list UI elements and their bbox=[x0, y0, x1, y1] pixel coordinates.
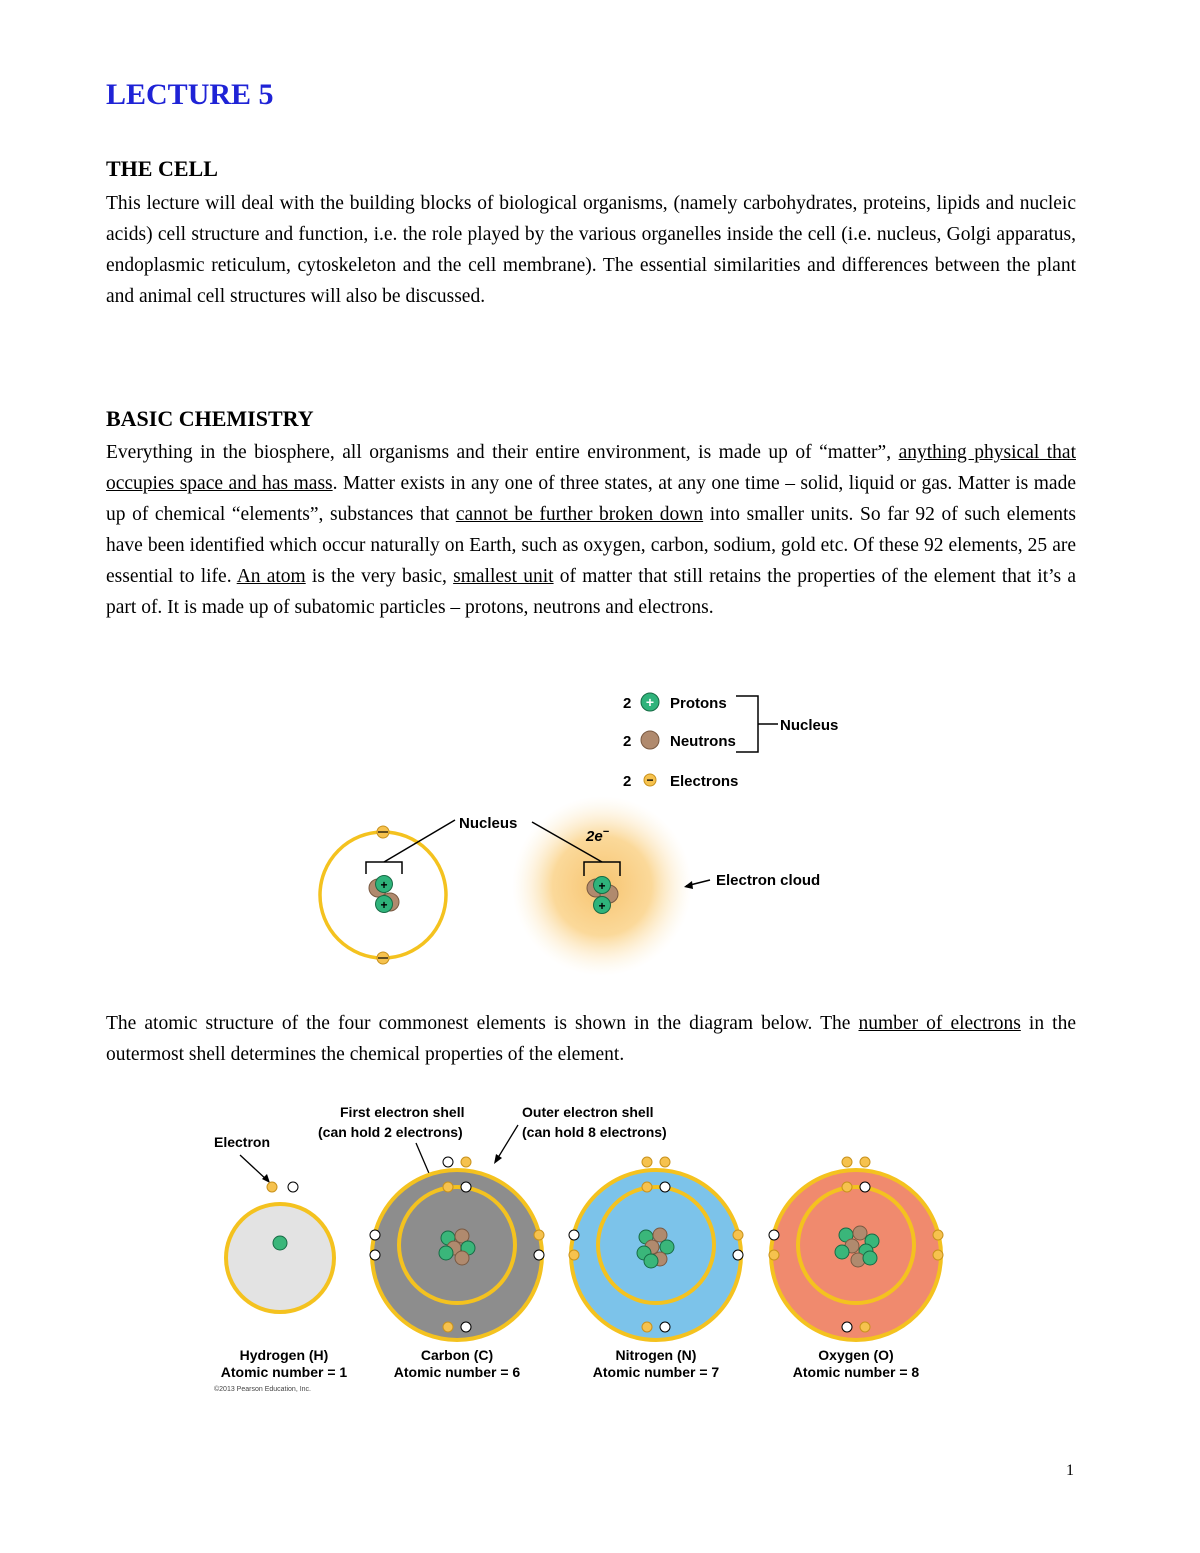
section-heading-the-cell: THE CELL bbox=[106, 156, 218, 181]
plus-icon: + bbox=[645, 694, 655, 710]
helium-atom-figure bbox=[300, 680, 900, 980]
svg-text:2: 2 bbox=[623, 773, 632, 790]
nitrogen-atom bbox=[569, 1157, 743, 1340]
svg-text:2: 2 bbox=[623, 695, 632, 712]
paragraph-basic-chemistry: Everything in the biosphere, all organisms and their entire environment, is made up of “matter”, anything physical that occupies space and has mass. Matter exists in any one of three states, at any one time – solid, liquid or gas. Matter is made up of chemical “elements”, substances that cannot be further broken down into smaller units. So far 92 of such elements have been identified which occur naturally on Earth, such as oxygen, carbon, sodium, gold etc. Of these 92 elements, 25 are essential to life. An atom is the very basic, smallest unit of matter that still retains the properties of the element that it’s a part of. It is made up of subatomic particles – protons, neutrons and electrons. bbox=[106, 442, 1077, 618]
caption-hydrogen-number: Atomic number = 1 bbox=[220, 1364, 348, 1380]
electron-count-label: 2e− bbox=[586, 826, 610, 845]
four-elements-figure bbox=[200, 1095, 960, 1415]
legend-electrons bbox=[623, 773, 738, 790]
carbon-atom bbox=[370, 1157, 544, 1340]
caption-carbon-name: Carbon (C) bbox=[420, 1347, 494, 1363]
svg-text:2: 2 bbox=[623, 733, 632, 750]
section-heading-basic-chemistry: BASIC CHEMISTRY bbox=[106, 406, 314, 431]
minus-icon: − bbox=[646, 773, 654, 787]
nucleus-left bbox=[369, 876, 399, 913]
svg-text:+: + bbox=[380, 878, 388, 892]
legend-protons bbox=[623, 693, 727, 712]
copyright-note: ©2013 Pearson Education, Inc. bbox=[214, 1386, 311, 1393]
outer-shell-label: Outer electron shell bbox=[522, 1104, 654, 1120]
hydrogen-atom bbox=[226, 1182, 334, 1312]
caption-nitrogen-number: Atomic number = 7 bbox=[592, 1364, 720, 1380]
svg-text:Protons: Protons bbox=[670, 695, 727, 712]
svg-text:+: + bbox=[380, 898, 388, 912]
page-number: 1 bbox=[1066, 1462, 1074, 1479]
paragraph-the-cell: This lecture will deal with the building blocks of biological organisms, (namely carbohydrates, proteins, lipids and nucleic acids) cell structure and function, i.e. the role played by the various organelles inside the cell (i.e. nucleus, Golgi apparatus, endoplasmic reticulum, cytoskeleton and the cell membrane). The essential similarities and differences between the plant and animal cell structures will also be discussed. bbox=[106, 193, 1076, 307]
caption-hydrogen-name: Hydrogen (H) bbox=[239, 1347, 329, 1363]
lecture-title: LECTURE 5 bbox=[106, 78, 274, 111]
underline-number-of-electrons: number of electrons bbox=[858, 1013, 1021, 1034]
oxygen-atom bbox=[769, 1157, 943, 1340]
underline-cannot-be-broken: cannot be further broken down bbox=[455, 504, 704, 525]
underline-smallest-unit: smallest unit bbox=[453, 566, 554, 587]
electron-cloud-label: Electron cloud bbox=[716, 872, 821, 889]
legend-bracket bbox=[736, 696, 758, 752]
svg-text:Neutrons: Neutrons bbox=[670, 733, 736, 750]
caption-oxygen-number: Atomic number = 8 bbox=[792, 1364, 920, 1380]
caption-oxygen-name: Oxygen (O) bbox=[818, 1347, 894, 1363]
caption-carbon-number: Atomic number = 6 bbox=[393, 1364, 521, 1380]
legend-nucleus-label: Nucleus bbox=[780, 717, 839, 734]
legend-neutrons bbox=[623, 731, 736, 750]
outer-shell-capacity: (can hold 8 electrons) bbox=[522, 1124, 667, 1140]
svg-text:Electrons: Electrons bbox=[670, 773, 739, 790]
paragraph-atomic-structure: The atomic structure of the four commonest elements is shown in the diagram below. The number of electrons in the outermost shell determines the chemical properties of the element. bbox=[106, 1013, 1076, 1065]
underline-an-atom: An atom bbox=[236, 566, 306, 587]
first-shell-capacity: (can hold 2 electrons) bbox=[318, 1124, 463, 1140]
svg-text:+: + bbox=[598, 899, 606, 913]
underline-matter-definition: anything physical that occupies space and has mass bbox=[106, 442, 1076, 494]
electron-label: Electron bbox=[214, 1134, 271, 1150]
first-shell-label: First electron shell bbox=[340, 1104, 465, 1120]
svg-text:+: + bbox=[598, 879, 606, 893]
nucleus-label: Nucleus bbox=[459, 815, 518, 832]
caption-nitrogen-name: Nitrogen (N) bbox=[615, 1347, 697, 1363]
